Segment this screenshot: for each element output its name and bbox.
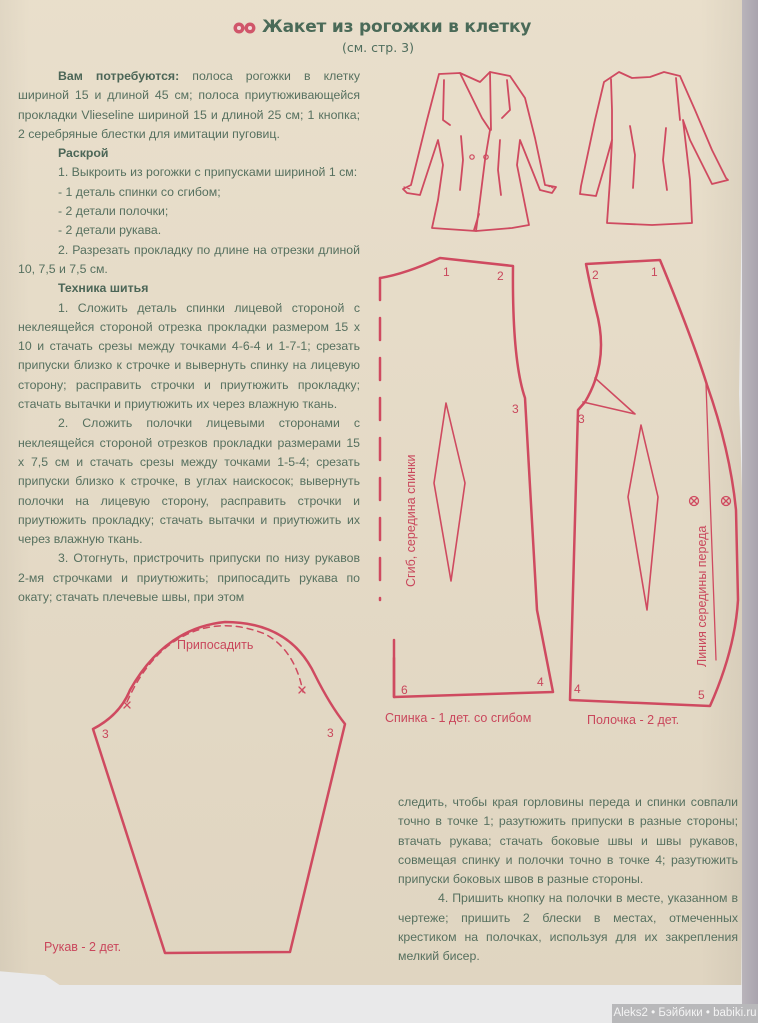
sleeve-point-3-right: 3 — [327, 726, 334, 740]
back-point-3: 3 — [512, 402, 519, 416]
back-point-1: 1 — [443, 265, 450, 279]
back-point-2: 2 — [497, 269, 504, 283]
sleeve-point-3-left: 3 — [102, 727, 109, 741]
sewing-heading: Техника шитья — [58, 281, 149, 296]
cutting-item: - 1 деталь спинки со сгибом; — [58, 184, 221, 199]
cutting-item: - 2 детали полочки; — [58, 204, 169, 219]
back-caption: Спинка - 1 дет. со сгибом — [385, 711, 532, 725]
front-point-2: 2 — [592, 268, 599, 282]
materials-heading: Вам потребуются: — [58, 69, 180, 83]
sewing-step: 1. Сложить деталь спинки лицевой стороной с неклеящейся стороной отрезка прокладки размером 15 х 10 и стачать срезы между точками 4-6-4 и 1-7-1; срезать припуски близко к строчке и вывернуть спинку на лицевую сторону; расправить строчки и приутюжить прокладку; стачать вытачки и приутюжить их через влажную ткань. — [18, 300, 360, 412]
sleeve-ease-label: Припосадить — [177, 638, 254, 652]
sleeve-pattern-piece — [93, 622, 345, 953]
sewing-step: 3. Отогнуть, пристрочить припуски по низу рукавов 2-мя строчками и приутюжить; припосадить рукава по окату; стачать плечевые швы, при этом — [18, 551, 360, 605]
continuation-paragraph: следить, чтобы края горловины переда и спинки совпали точно в точке 1; разутюжить припуски в разные стороны; втачать рукава; стачать боковые швы и швы рукавов, совмещая спинку и полочки точно в точке 4; разутюжить припуски боковых швов в разные стороны. — [398, 795, 738, 887]
sleeve-mark-icon — [124, 687, 305, 708]
jacket-back-sketch — [580, 72, 728, 225]
page-subtitle: (см. стр. 3) — [342, 40, 414, 55]
sewing-step: 2. Сложить полочки лицевыми сторонами с неклеящейся стороной отрезков прокладки размерами 15 х 7,5 см и стачать срезы между точками 1-5-4; срезать припуски близко к строчке, в углах наискосок; вывернуть полочки на лицевую сторону, расправить строчки и приутюжить прокладку; стачать вытачки и приутюжить их через влажную ткань. — [18, 416, 360, 547]
jacket-front-sketch — [403, 72, 556, 231]
cutting-heading: Раскрой — [58, 146, 109, 161]
cutting-step: 1. Выкроить из рогожки с припусками шириной 1 см: — [58, 165, 358, 180]
back-point-4: 4 — [537, 675, 544, 689]
sleeve-caption: Рукав - 2 дет. — [44, 940, 122, 954]
back-fold-label: Сгиб, середина спинки — [404, 454, 418, 587]
front-point-4: 4 — [574, 682, 581, 696]
sewing-step-4: 4. Пришить кнопку на полочки в месте, указанном в чертеже; пришить 2 блески в местах, отмеченных крестиком на полочках, используя для их закрепления мелкий бисер. — [398, 891, 738, 964]
watermark: Aleks2 • Бэйбики • babiki.ru — [612, 1004, 758, 1023]
page-title: Жакет из рогожки в клетку — [262, 17, 532, 37]
cutting-item: - 2 детали рукава. — [58, 223, 162, 238]
back-point-6: 6 — [401, 683, 408, 697]
front-point-3: 3 — [578, 412, 585, 426]
cutting-step: 2. Разрезать прокладку по длине на отрезки длиной 10, 7,5 и 7,5 см. — [18, 242, 360, 276]
back-dart — [434, 403, 465, 581]
front-caption: Полочка - 2 дет. — [587, 713, 680, 727]
materials-text: полоса рогожки в клетку шириной 15 и длиной 45 см; полоса приутюживающейся прокладки Vlieseline шириной 15 и длиной 25 см; 1 кнопка; 2 серебряные блестки для имитации пуговиц. — [18, 69, 360, 141]
front-point-1: 1 — [651, 265, 658, 279]
front-point-5: 5 — [698, 688, 705, 702]
front-center-label: Линия середины переда — [695, 525, 709, 667]
